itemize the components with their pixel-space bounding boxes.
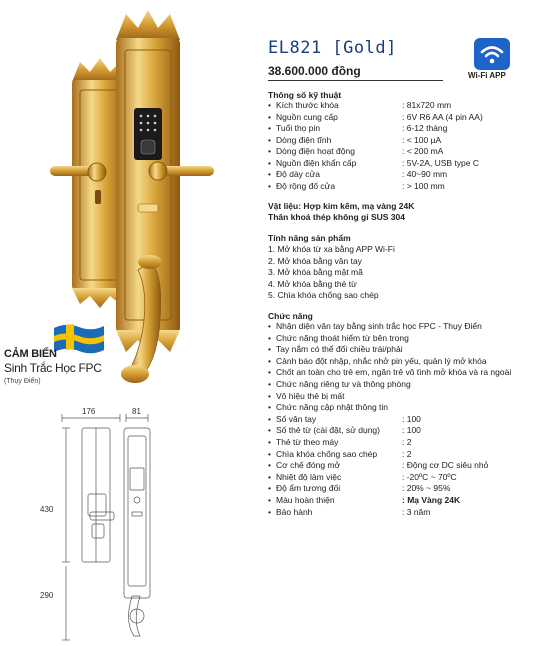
width-label: 176 xyxy=(82,407,96,416)
sensor-note: (Thụy Điển) xyxy=(4,378,41,385)
spec-row xyxy=(276,181,546,193)
spec-value: : 2 xyxy=(402,448,412,459)
spec-value: : 81x720 mm xyxy=(402,100,452,110)
spec-key: • Số vân tay xyxy=(276,413,317,424)
spec-value: : < 100 µA xyxy=(402,134,442,145)
specs-list xyxy=(276,100,546,192)
spec-value: : 6-12 tháng xyxy=(402,123,448,133)
spec-row xyxy=(276,437,556,449)
spec-key: • Dòng điện hoạt động xyxy=(276,146,355,156)
feature-item: 4. Mở khóa bằng thẻ từ xyxy=(268,278,357,289)
spec-value: : -20ºC ~ 70ºC xyxy=(402,471,457,482)
spec-value: : 100 xyxy=(402,425,421,436)
sensor-subtitle: Sinh Trắc Học FPC xyxy=(4,361,102,375)
spec-row xyxy=(276,425,556,437)
functions-list xyxy=(276,321,556,518)
spec-row xyxy=(276,402,556,414)
spec-key: • Độ dày cửa xyxy=(276,169,320,179)
spec-row xyxy=(276,379,556,391)
header-divider xyxy=(268,80,443,81)
spec-key: • Vô hiệu thẻ bị mất xyxy=(276,390,345,401)
spec-row xyxy=(276,112,546,124)
spec-key: • Tay nắm có thể đổi chiều trái/phải xyxy=(276,344,403,355)
wifi-label: Wi-Fi APP xyxy=(468,71,506,80)
spec-row xyxy=(276,472,556,484)
spec-value: : 3 năm xyxy=(402,506,431,517)
spec-key: • Kích thước khóa xyxy=(276,100,339,110)
feature-item: 5. Chìa khóa chống sao chép xyxy=(268,290,379,301)
sweden-flag-icon xyxy=(52,322,106,356)
spec-key: • Số thẻ từ (cài đặt, sử dụng) xyxy=(276,425,380,436)
spec-key: • Nhận diện vân tay bằng sinh trắc học FPC - Thụy Điển xyxy=(276,321,482,331)
spec-value: : 5V-2A, USB type C xyxy=(402,157,480,168)
spec-row xyxy=(276,321,556,333)
spec-row xyxy=(276,449,556,461)
features-title: Tính năng sản phẩm xyxy=(268,233,351,243)
spec-key: • Cơ chế đóng mở xyxy=(276,460,341,471)
product-image xyxy=(0,0,265,400)
spec-value: : 40~90 mm xyxy=(402,169,448,179)
spec-row xyxy=(276,123,546,135)
spec-key: • Nhiệt độ làm việc xyxy=(276,471,342,482)
spec-value: : 6V R6 AA (4 pin AA) xyxy=(402,111,483,122)
spec-value: : 100 xyxy=(402,413,421,424)
depth-label: 81 xyxy=(132,407,141,416)
spec-key: • Độ ẩm tương đối xyxy=(276,483,341,494)
spec-key: • Chức năng thoát hiểm từ bên trong xyxy=(276,332,409,343)
spec-value: : Mạ Vàng 24K xyxy=(402,494,461,505)
specs-title: Thông số kỹ thuật xyxy=(268,90,342,100)
feature-item: 1. Mở khóa từ xa bằng APP Wi-Fi xyxy=(268,244,395,254)
spec-value: : 20% ~ 95% xyxy=(402,483,451,494)
spec-value: : Động cơ DC siêu nhỏ xyxy=(402,460,489,471)
height-upper-label: 430 xyxy=(40,505,54,514)
model-name: EL821 [Gold] xyxy=(268,38,397,58)
spec-key: • Chức năng riêng tư và thông phòng xyxy=(276,378,411,389)
wifi-app-icon xyxy=(474,38,510,70)
spec-key: • Chức năng cập nhật thông tin xyxy=(276,402,389,413)
height-lower-label: 290 xyxy=(40,591,54,600)
front-plate xyxy=(116,10,214,383)
spec-row xyxy=(276,344,556,356)
sensor-title: CẢM BIẾN xyxy=(4,348,57,360)
spec-key: • Nguồn cung cấp xyxy=(276,111,338,122)
spec-key: • Cảnh báo đột nhập, nhắc nhở pin yếu, quản lý mở khóa xyxy=(276,355,487,366)
spec-row xyxy=(276,507,556,519)
feature-item: 3. Mở khóa bằng mật mã xyxy=(268,267,363,278)
technical-drawing xyxy=(0,400,265,646)
spec-row xyxy=(276,135,546,147)
spec-key: • Nguồn điện khẩn cấp xyxy=(276,157,357,168)
functions-title: Chức năng xyxy=(268,311,313,321)
spec-row xyxy=(276,169,546,181)
price: 38.600.000 đồng xyxy=(268,64,361,78)
spec-key: • Dòng điện tĩnh xyxy=(276,134,332,145)
feature-item: 2. Mở khóa bằng vân tay xyxy=(268,255,362,266)
spec-row xyxy=(276,414,556,426)
features-list xyxy=(268,244,538,302)
spec-row xyxy=(276,100,546,112)
spec-key: • Màu hoàn thiện xyxy=(276,494,335,505)
spec-key: • Độ rộng đố cửa xyxy=(276,180,336,191)
spec-key: • Chìa khóa chống sao chép xyxy=(276,448,378,459)
spec-value: : < 200 mA xyxy=(402,146,444,156)
spec-row xyxy=(276,158,546,170)
wifi-icon xyxy=(474,38,510,70)
spec-value: : 2 xyxy=(402,436,412,447)
spec-value: : > 100 mm xyxy=(402,180,445,191)
spec-row xyxy=(276,367,556,379)
spec-key: • Tuổi thọ pin xyxy=(276,123,321,133)
material-line-2: Thân khoá thép không gỉ SUS 304 xyxy=(268,212,405,222)
spec-key: • Chốt an toàn cho trẻ em, ngăn trẻ vô tình mở khóa và ra ngoài xyxy=(276,367,512,378)
spec-key: • Thẻ từ theo máy xyxy=(276,436,339,447)
spec-row xyxy=(276,356,556,368)
spec-row xyxy=(276,391,556,403)
spec-key: • Bảo hành xyxy=(276,506,313,517)
spec-row xyxy=(276,146,546,158)
spec-row xyxy=(276,483,556,495)
spec-row xyxy=(276,333,556,345)
spec-row xyxy=(276,460,556,472)
material-line-1: Vật liệu: Hợp kim kẽm, mạ vàng 24K xyxy=(268,201,415,211)
spec-row xyxy=(276,495,556,507)
